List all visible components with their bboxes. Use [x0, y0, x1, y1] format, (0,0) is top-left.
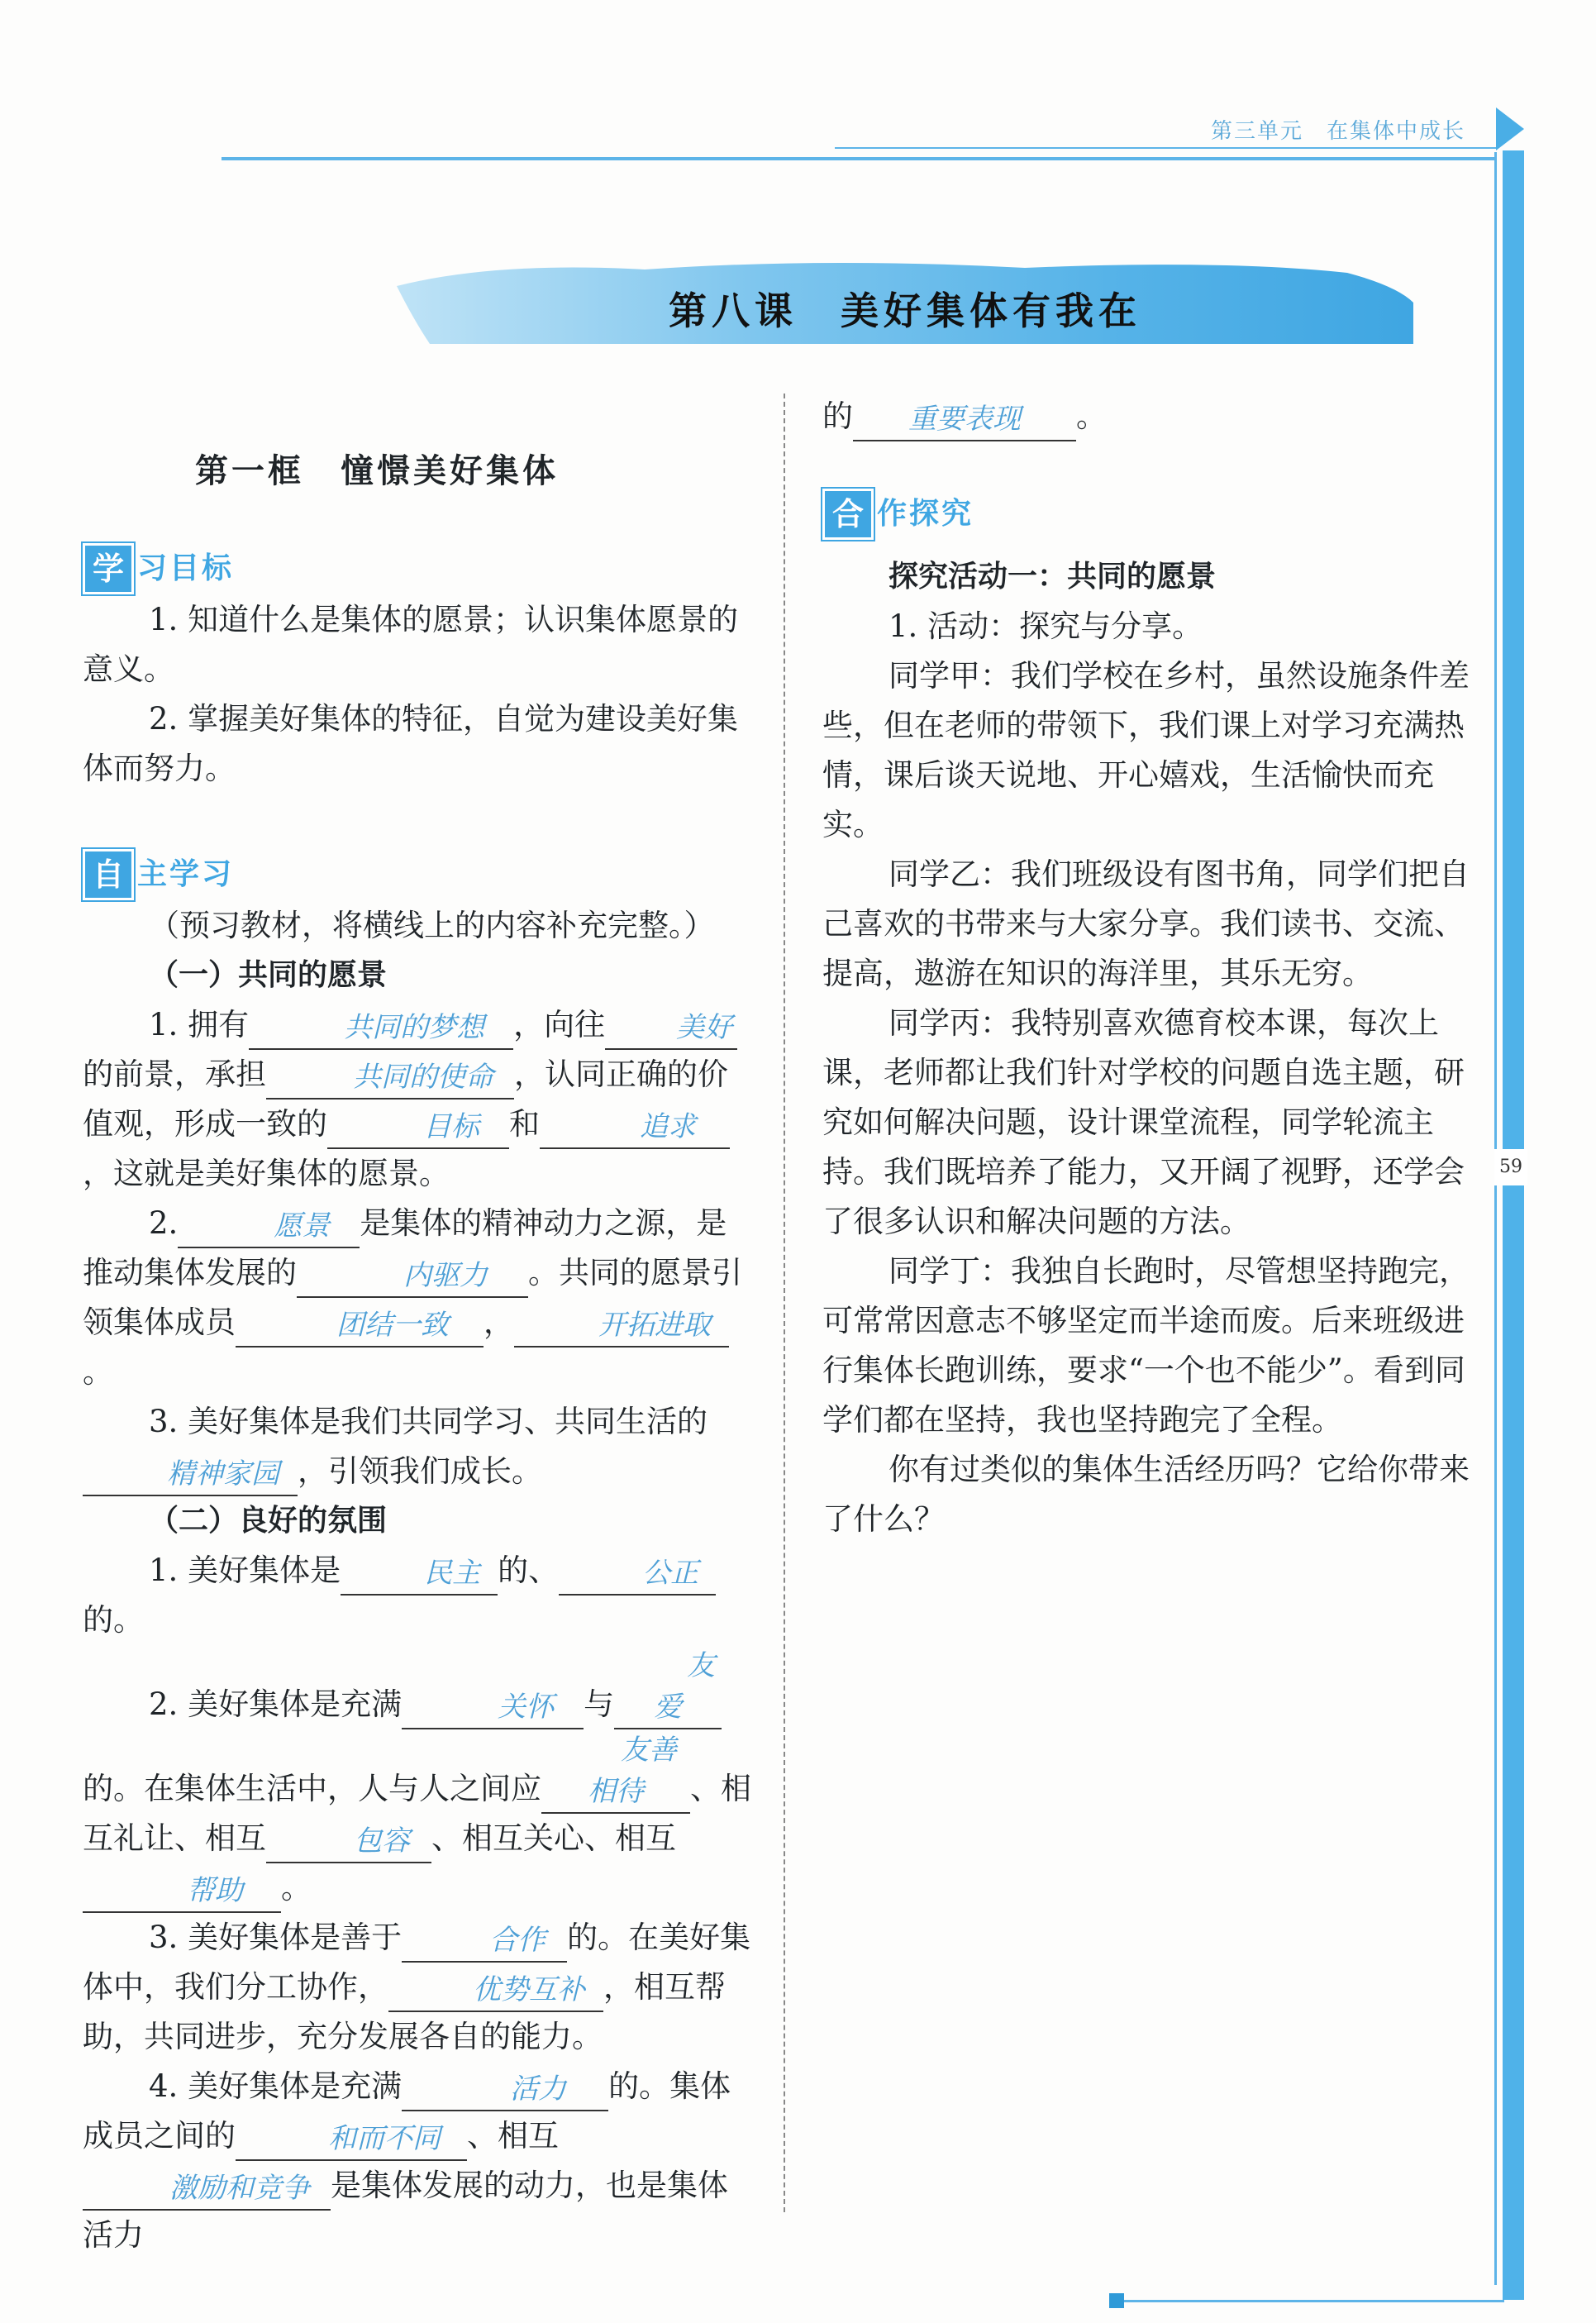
answer-blank: 关怀 — [402, 1686, 584, 1729]
part-title: （二）良好的氛围 — [149, 1504, 388, 1538]
fill-paragraph — [822, 392, 1484, 441]
page-number: 59 — [1494, 1149, 1527, 1185]
goal-item: 2. 掌握美好集体的特征，自觉为建设美好集体而努力。 — [83, 701, 739, 786]
right-column — [822, 392, 1484, 1544]
answer-blank: 精神家园 — [83, 1453, 298, 1496]
fill-paragraph — [83, 1000, 752, 1199]
text: ，这就是美好集体的愿景。 — [83, 1156, 450, 1191]
answer-blank: 友善相待 — [541, 1729, 690, 1814]
section-self-study-heading — [83, 848, 752, 901]
text: 的前景，承担 — [83, 1057, 266, 1092]
answer-blank: 追求 — [540, 1106, 730, 1149]
text: 的、 — [498, 1553, 560, 1588]
text: 。 — [1076, 398, 1107, 434]
answer-blank: 开拓进取 — [514, 1305, 729, 1348]
answer-blank: 合作 — [402, 1920, 567, 1963]
section-icon: 合 — [822, 489, 874, 540]
activity-title: 探究活动一：共同的愿景 — [889, 560, 1217, 594]
fill-paragraph — [83, 1645, 752, 1913]
text: 是集体的精神动力之源，是推动集体发展的 — [83, 1205, 727, 1290]
left-column — [83, 446, 752, 2260]
text: 4. 美好集体是充满 — [149, 2068, 403, 2104]
answer-blank: 活力 — [402, 2068, 608, 2111]
bottom-rule — [1116, 2300, 1504, 2302]
student-statement: 同学丁：我独自长跑时，尽管想坚持跑完，可常常因意志不够坚定而半途而废。后来班级进行集体长跑训练，要求“一个也不能少”。看到同学们都在坚持，我也坚持跑完了全程。 — [822, 1253, 1470, 1438]
text: 、相互 — [467, 2118, 559, 2154]
header-rule-top — [835, 147, 1496, 149]
section-icon: 学 — [83, 543, 134, 594]
text: 的。集体成员之间的 — [83, 2068, 731, 2154]
answer-blank: 和而不同 — [236, 2118, 467, 2161]
text: ，引领我们成长。 — [298, 1453, 542, 1489]
answer-blank: 帮助 — [83, 1870, 281, 1913]
answer-blank: 公正 — [559, 1553, 716, 1596]
answer-blank: 团结一致 — [236, 1305, 484, 1348]
answer-blank: 内驱力 — [297, 1255, 528, 1298]
answer-blank: 激励和竞争 — [83, 2168, 331, 2211]
lesson-title: 第八课 美好集体有我在 — [669, 289, 1141, 333]
bottom-marker — [1109, 2293, 1124, 2308]
answer-blank: 包容 — [266, 1820, 431, 1863]
section-icon: 自 — [83, 849, 134, 900]
answer-blank: 共同的梦想 — [249, 1007, 513, 1050]
text: 2. — [149, 1205, 179, 1241]
text: ， — [484, 1305, 514, 1340]
right-color-bar — [1503, 150, 1524, 2300]
text: 1. 美好集体是 — [149, 1553, 341, 1588]
right-margin-rule — [1494, 152, 1497, 2285]
part-title: （一）共同的愿景 — [149, 958, 388, 992]
header-tab-arrow — [1496, 107, 1524, 150]
goal-item: 1. 知道什么是集体的愿景；认识集体愿景的意义。 — [83, 602, 739, 687]
section-label: 主学习 — [137, 857, 235, 891]
text: 的 — [822, 398, 853, 434]
frame-title: 第一框 憧憬美好集体 — [195, 452, 559, 490]
fill-paragraph — [83, 1913, 752, 2062]
fill-paragraph — [83, 1199, 752, 1397]
answer-blank: 目标 — [327, 1106, 509, 1149]
section-label: 习目标 — [137, 551, 235, 585]
text: 3. 美好集体是善于 — [149, 1920, 403, 1955]
answer-blank: 共同的使命 — [266, 1057, 514, 1099]
unit-label: 第三单元 在集体中成长 — [1211, 119, 1466, 144]
activity-text: 1. 活动：探究与分享。 — [889, 608, 1203, 644]
answer-blank: 优势互补 — [388, 1969, 603, 2012]
text: 。 — [281, 1870, 312, 1906]
answer-blank: 友爱 — [614, 1645, 722, 1729]
text: ，相互帮助，共同进步，充分发展各自的能力。 — [83, 1969, 726, 2054]
text: ，认同正确的价值观，形成一致的 — [83, 1057, 728, 1142]
text: 。 — [83, 1354, 113, 1390]
text: 是集体发展的动力，也是集体活力 — [83, 2168, 728, 2253]
text: 、相互关心、相互 — [431, 1820, 676, 1856]
header-rule — [222, 157, 1494, 160]
fill-paragraph — [83, 1546, 752, 1645]
answer-blank: 美好 — [605, 1007, 737, 1050]
section-label: 作探究 — [877, 497, 974, 531]
text: 与 — [584, 1686, 615, 1722]
answer-blank: 愿景 — [178, 1205, 360, 1248]
student-statement: 同学乙：我们班级设有图书角，同学们把自己喜欢的书带来与大家分享。我们读书、交流、提高，遨游在知识的海洋里，其乐无穷。 — [822, 856, 1470, 991]
section-coop-heading — [822, 488, 1484, 541]
fill-paragraph — [83, 2062, 752, 2260]
section-goals-heading — [83, 542, 752, 595]
column-divider — [784, 394, 785, 2212]
student-statement: 同学丙：我特别喜欢德育校本课，每次上课，老师都让我们针对学校的问题自选主题，研究如何解决问题，设计课堂流程，同学轮流主持。我们既培养了能力，又开阔了视野，还学会了很多认识和解决问题的方法。 — [822, 1005, 1465, 1239]
text: 3. 美好集体是我们共同学习、共同生活的 — [149, 1404, 708, 1439]
text: 、相互礼让、相互 — [83, 1771, 751, 1856]
student-statement: 同学甲：我们学校在乡村，虽然设施条件差些，但在老师的带领下，我们课上对学习充满热情，课后谈天说地、开心嬉戏，生活愉快而充实。 — [822, 658, 1470, 842]
text: 的。在集体生活中，人与人之间应 — [83, 1771, 541, 1806]
answer-blank: 重要表现 — [853, 398, 1076, 441]
text: ，向往 — [513, 1007, 606, 1042]
fill-paragraph — [83, 1397, 752, 1496]
text: 的。在美好集体中，我们分工协作， — [83, 1920, 751, 2005]
text: 。共同的愿景引领集体成员 — [83, 1255, 742, 1340]
discussion-question: 你有过类似的集体生活经历吗？它给你带来了什么？ — [822, 1452, 1470, 1537]
text: 的。 — [83, 1602, 144, 1638]
text: 2. 美好集体是充满 — [149, 1686, 403, 1722]
instruction-text: （预习教材，将横线上的内容补充完整。） — [149, 908, 715, 943]
text: 和 — [509, 1106, 540, 1142]
answer-blank: 民主 — [341, 1553, 498, 1596]
text: 1. 拥有 — [149, 1007, 250, 1042]
